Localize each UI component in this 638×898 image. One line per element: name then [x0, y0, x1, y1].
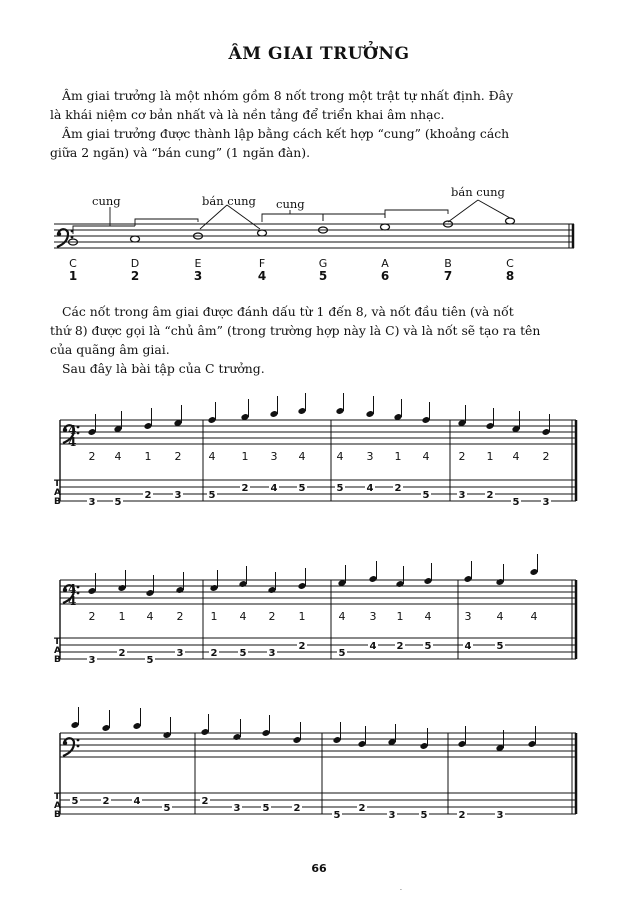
- tab-clef-b: B: [54, 655, 61, 665]
- whole-note: [381, 224, 390, 230]
- finger-number: 3: [366, 450, 374, 463]
- scale-staff: [54, 224, 574, 248]
- finger-number: 3: [464, 610, 472, 623]
- tab-clef-t: T: [54, 479, 61, 489]
- finger-number: 3: [369, 610, 377, 623]
- whole-note: [131, 236, 140, 242]
- interval-label: bán cung: [202, 194, 256, 208]
- interval-label: cung: [92, 194, 121, 208]
- explain-line: thứ 8) được gọi là “chủ âm” (trong trường hợp này là C) và là nốt sẽ tạo ra tên: [50, 323, 541, 338]
- clef-dot: [77, 745, 80, 748]
- finger-number: 1: [396, 610, 404, 623]
- finger-number: 1: [210, 610, 218, 623]
- bass-clef-icon: [63, 738, 80, 756]
- finger-number: 3: [270, 450, 278, 463]
- finger-number: 4: [208, 450, 216, 463]
- tab-fret-number: 2: [293, 803, 301, 814]
- note-name: F: [258, 257, 266, 270]
- degree-number: 7: [443, 269, 453, 283]
- finger-number: 4: [496, 610, 504, 623]
- finger-number: 2: [174, 450, 182, 463]
- tab-fret-number: 5: [163, 803, 171, 814]
- tab-fret-number: 2: [118, 648, 126, 659]
- tab-fret-number: 3: [496, 810, 504, 821]
- tab-fret-number: 5: [333, 810, 341, 821]
- degree-number: 6: [380, 269, 390, 283]
- clef-dot: [77, 592, 80, 595]
- explain-line: Các nốt trong âm giai được đánh dấu từ 1 đến 8, và nốt đầu tiên (và nốt: [62, 304, 514, 319]
- time-signature-bottom: 4: [68, 594, 77, 608]
- tab-clef-t: T: [54, 637, 61, 647]
- finger-number: 2: [176, 610, 184, 623]
- tab-fret-number: 2: [396, 641, 404, 652]
- tab-fret-number: 3: [233, 803, 241, 814]
- tab-fret-number: 3: [388, 810, 396, 821]
- tab-clef-a: A: [54, 488, 61, 498]
- degree-number: 1: [68, 269, 78, 283]
- scale-notes: [66, 218, 515, 245]
- finger-number: 2: [88, 450, 96, 463]
- tab-fret-number: 2: [486, 490, 494, 501]
- tab-fret-number: 3: [542, 497, 550, 508]
- finger-number: 2: [88, 610, 96, 623]
- intro-line: Âm giai trưởng được thành lập bằng cách kết hợp “cung” (khoảng cách: [62, 126, 510, 141]
- tab-clef-b: B: [54, 497, 61, 507]
- page-number: 66: [311, 862, 327, 875]
- tab-fret-number: 2: [144, 490, 152, 501]
- whole-note: [506, 218, 515, 224]
- tab-fret-number: 5: [424, 641, 432, 652]
- intro-line: Âm giai trưởng là một nhóm gồm 8 nốt trong một trật tự nhất định. Đây: [62, 88, 514, 103]
- tab-fret-number: 5: [262, 803, 270, 814]
- finger-number: 1: [298, 610, 306, 623]
- tab-fret-number: 4: [366, 483, 374, 494]
- tab-fret-number: 3: [88, 655, 96, 666]
- intro-line: giữa 2 ngăn) và “bán cung” (1 ngăn đàn).: [50, 145, 311, 160]
- finger-number: 4: [146, 610, 154, 623]
- time-signature-bottom: 4: [68, 435, 77, 449]
- clef-dot: [77, 426, 80, 429]
- degree-number: 8: [505, 269, 515, 283]
- finger-number: 4: [422, 450, 430, 463]
- finger-number: 4: [239, 610, 247, 623]
- tab-fret-number: 3: [268, 648, 276, 659]
- exercise-systems: [60, 393, 576, 821]
- tab-fret-number: 5: [338, 648, 346, 659]
- tab-fret-number: 5: [208, 490, 216, 501]
- finger-number: 4: [336, 450, 344, 463]
- tab-fret-number: 4: [464, 641, 472, 652]
- tab-fret-number: 5: [512, 497, 520, 508]
- finger-number: 1: [144, 450, 152, 463]
- tab-fret-number: 5: [336, 483, 344, 494]
- finger-number: 4: [512, 450, 520, 463]
- explain-line: của quãng âm giai.: [50, 342, 170, 357]
- tab-fret-number: 5: [239, 648, 247, 659]
- whole-note: [258, 230, 267, 236]
- note-name: G: [318, 257, 328, 270]
- tab-fret-number: 2: [298, 641, 306, 652]
- tab-fret-number: 4: [133, 796, 141, 807]
- finger-number: 1: [241, 450, 249, 463]
- tab-clef-a: A: [54, 801, 61, 811]
- clef-dot: [63, 428, 67, 432]
- note-name: B: [444, 257, 452, 270]
- exercise-system: [60, 554, 576, 666]
- interval-label: cung: [276, 197, 305, 211]
- degree-number: 2: [130, 269, 140, 283]
- intro-line: là khái niệm cơ bản nhất và là nền tảng để triển khai âm nhạc.: [50, 107, 445, 122]
- tab-fret-number: 3: [174, 490, 182, 501]
- tab-fret-number: 5: [146, 655, 154, 666]
- tab-fret-number: 5: [422, 490, 430, 501]
- note-name: E: [194, 257, 202, 270]
- tab-fret-number: 2: [241, 483, 249, 494]
- clef-dot: [63, 741, 67, 745]
- tab-fret-number: 5: [298, 483, 306, 494]
- tab-fret-number: 5: [114, 497, 122, 508]
- finger-number: 4: [338, 610, 346, 623]
- tab-fret-number: 5: [420, 810, 428, 821]
- note-name: C: [506, 257, 514, 270]
- finger-number: 1: [486, 450, 494, 463]
- note-name: A: [381, 257, 389, 270]
- tab-fret-number: 2: [102, 796, 110, 807]
- tab-fret-number: 5: [496, 641, 504, 652]
- note-name: C: [69, 257, 77, 270]
- explain-line: Sau đây là bài tập của C trưởng.: [62, 361, 265, 376]
- time-signature-top: 4: [68, 582, 77, 596]
- tab-fret-number: 2: [201, 796, 209, 807]
- interval-label: bán cung: [451, 185, 505, 199]
- print-speck: .: [400, 885, 402, 892]
- degree-number: 5: [318, 269, 328, 283]
- finger-number: 2: [268, 610, 276, 623]
- time-signature-top: 4: [68, 423, 77, 437]
- finger-number: 1: [118, 610, 126, 623]
- tab-fret-number: 2: [458, 810, 466, 821]
- exercise-system: [60, 707, 576, 821]
- clef-dot: [77, 432, 80, 435]
- tab-clef-a: A: [54, 646, 61, 656]
- page-title: ÂM GIAI TRƯỞNG: [228, 44, 410, 64]
- tab-fret-number: 5: [71, 796, 79, 807]
- tab-fret-number: 3: [88, 497, 96, 508]
- finger-number: 4: [530, 610, 538, 623]
- finger-number: 4: [424, 610, 432, 623]
- finger-number: 2: [542, 450, 550, 463]
- exercise-system: [60, 393, 576, 508]
- tab-fret-number: 3: [458, 490, 466, 501]
- finger-number: 1: [394, 450, 402, 463]
- tab-fret-number: 3: [176, 648, 184, 659]
- clef-dot: [63, 588, 67, 592]
- tab-fret-number: 4: [270, 483, 278, 494]
- clef-dot: [77, 586, 80, 589]
- finger-number: 4: [114, 450, 122, 463]
- tab-clef-t: T: [54, 792, 61, 802]
- note-name: D: [130, 257, 140, 270]
- finger-number: 2: [458, 450, 466, 463]
- finger-number: 4: [298, 450, 306, 463]
- tab-fret-number: 2: [210, 648, 218, 659]
- clef-dot: [77, 739, 80, 742]
- degree-number: 4: [257, 269, 267, 283]
- tab-fret-number: 2: [358, 803, 366, 814]
- degree-number: 3: [193, 269, 203, 283]
- tab-clef-b: B: [54, 810, 61, 820]
- tab-fret-number: 2: [394, 483, 402, 494]
- tab-fret-number: 4: [369, 641, 377, 652]
